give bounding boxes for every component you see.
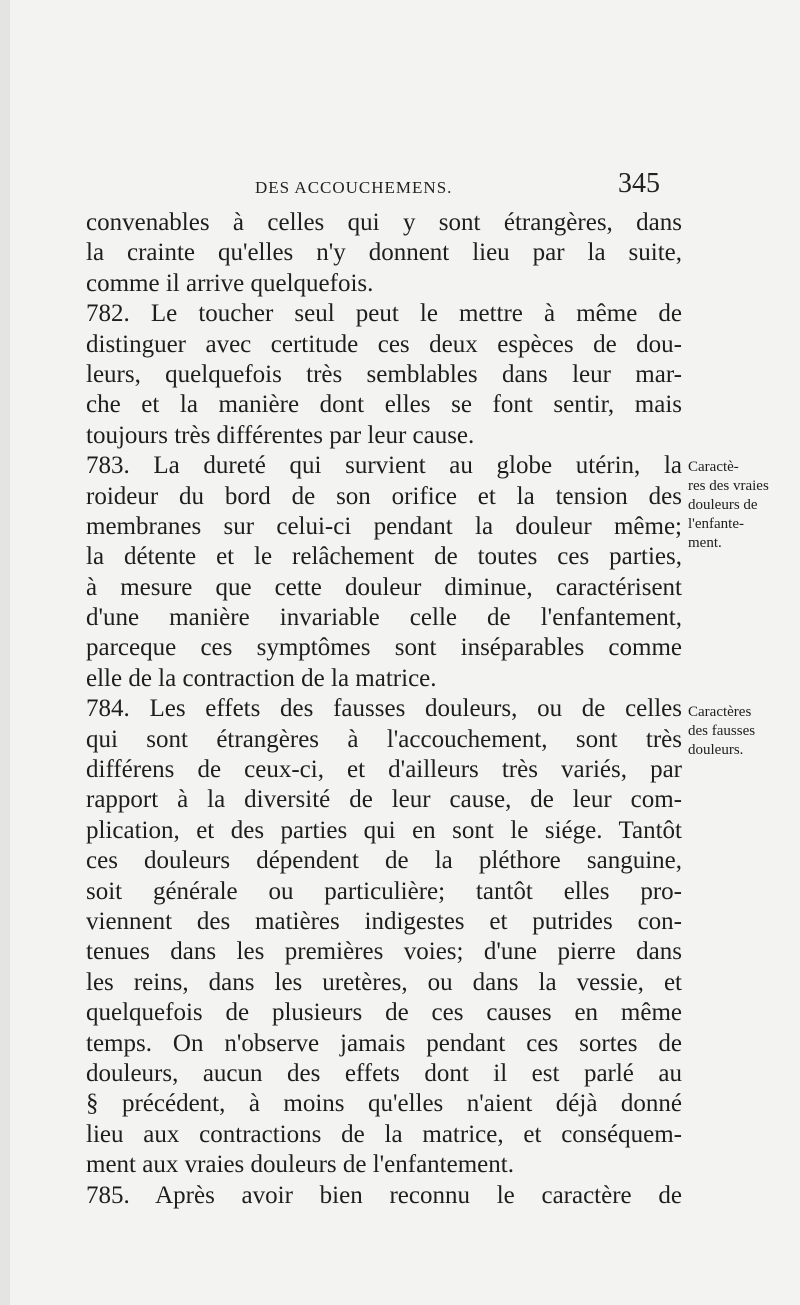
text-line: parceque ces symptômes sont inséparables comme <box>86 634 682 662</box>
text-line: toujours très différentes par leur cause. <box>86 421 475 449</box>
text-line: ces douleurs dépendent de la pléthore sanguine, <box>86 847 682 875</box>
text-line: comme il arrive quelquefois. <box>86 269 374 297</box>
margin-note-line: Caractères <box>688 704 752 720</box>
text-line: che et la manière dont elles se font sentir, mais <box>86 391 682 419</box>
margin-note-line: ment. <box>688 535 722 551</box>
text-line: temps. On n'observe jamais pendant ces sortes de <box>86 1029 682 1057</box>
text-line: § précédent, à moins qu'elles n'aient déjà donné <box>86 1090 682 1118</box>
margin-note-false-pains <box>688 703 796 760</box>
margin-note-line: res des vraies <box>688 478 769 494</box>
text-line: rapport à la diversité de leur cause, de leur com- <box>86 786 682 814</box>
running-head: DES ACCOUCHEMENS. <box>255 178 453 197</box>
text-line: 784. Les effets des fausses douleurs, ou de celles <box>86 695 682 723</box>
text-line: membranes sur celui-ci pendant la douleur même; <box>86 512 682 540</box>
text-line: qui sont étrangères à l'accouchement, sont très <box>86 725 682 753</box>
text-line: la détente et le relâchement de toutes ces parties, <box>86 543 682 571</box>
margin-note-line: douleurs. <box>688 742 744 758</box>
text-line: viennent des matières indigestes et putrides con- <box>86 907 682 935</box>
text-line: la crainte qu'elles n'y donnent lieu par la suite, <box>86 239 682 267</box>
text-line: d'une manière invariable celle de l'enfantement, <box>86 604 682 632</box>
text-line: convenables à celles qui y sont étrangères, dans <box>86 209 682 236</box>
text-line: leurs, quelquefois très semblables dans leur mar- <box>86 360 682 388</box>
margin-note-line: l'enfante- <box>688 516 745 532</box>
text-line: douleurs, aucun des effets dont il est parlé au <box>86 1059 682 1087</box>
text-line: 785. Après avoir bien reconnu le caractère de <box>86 1181 682 1209</box>
text-line: à mesure que cette douleur diminue, caractérisent <box>86 573 682 601</box>
margin-note-line: douleurs de <box>688 497 758 513</box>
text-line: quelquefois de plusieurs de ces causes en même <box>86 999 682 1027</box>
margin-note-true-pains <box>688 458 796 553</box>
text-line: tenues dans les premières voies; d'une pierre dans <box>86 938 682 966</box>
text-line: ment aux vraies douleurs de l'enfantement. <box>86 1151 514 1179</box>
margin-note-line: Caractè- <box>688 459 739 475</box>
text-line: différens de ceux-ci, et d'ailleurs très variés, par <box>86 756 682 784</box>
text-line: roideur du bord de son orifice et la tension des <box>86 482 682 510</box>
text-line: distinguer avec certitude ces deux espèces de dou- <box>86 330 682 358</box>
text-line: elle de la contraction de la matrice. <box>86 664 437 692</box>
text-line: lieu aux contractions de la matrice, et conséquem- <box>86 1120 682 1148</box>
text-line: 783. La dureté qui survient au globe utérin, la <box>86 452 682 480</box>
text-line: plication, et des parties qui en sont le siége. Tantôt <box>86 816 682 844</box>
text-line: soit générale ou particulière; tantôt elles pro- <box>86 877 682 905</box>
text-line: 782. Le toucher seul peut le mettre à même de <box>86 300 682 328</box>
page-number: 345 <box>618 168 660 199</box>
text-line: les reins, dans les uretères, ou dans la vessie, et <box>86 968 682 996</box>
margin-note-line: des fausses <box>688 723 756 739</box>
page-edge <box>0 0 10 1305</box>
body-text <box>86 208 682 1211</box>
